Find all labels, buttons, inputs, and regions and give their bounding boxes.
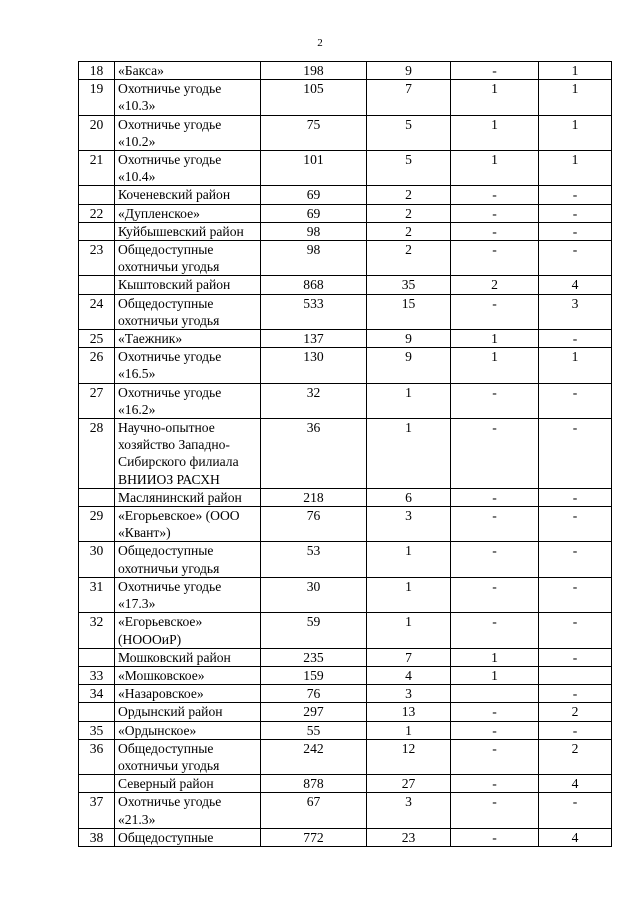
table-row [79, 383, 612, 418]
row-number-cell: 30 [79, 542, 115, 577]
ground-name-line: охотничьи угодья [118, 560, 220, 576]
value-cell-c3: - [451, 419, 539, 489]
ground-name-cell [115, 186, 261, 204]
table-row [79, 151, 612, 186]
value-cell-c3: 1 [451, 348, 539, 383]
district-row [79, 488, 612, 506]
row-number-cell [79, 276, 115, 294]
value-cell-c1: 76 [261, 507, 367, 542]
value-cell-c1: 105 [261, 80, 367, 115]
table-row [79, 204, 612, 222]
value-cell-c3: - [451, 62, 539, 80]
value-cell-c2: 9 [367, 62, 451, 80]
value-cell-c4: - [539, 613, 612, 648]
table-row [79, 294, 612, 329]
ground-name-line: (НОООиР) [118, 631, 182, 647]
ground-name-line: охотничьи угодья [118, 757, 220, 773]
ground-name-cell [115, 739, 261, 774]
ground-name-cell [115, 488, 261, 506]
row-number-cell: 23 [79, 241, 115, 276]
value-cell-c4: - [539, 685, 612, 703]
value-cell-c3: - [451, 703, 539, 721]
row-number-cell: 25 [79, 330, 115, 348]
ground-name-line: «16.2» [118, 401, 156, 417]
ground-name-line: «10.3» [118, 98, 156, 114]
value-cell-c1: 533 [261, 294, 367, 329]
ground-name-line: Сибирского филиала [118, 454, 239, 470]
table-row [79, 685, 612, 703]
ground-name-line: «Назаровское» [118, 686, 204, 702]
row-number-cell [79, 775, 115, 793]
value-cell-c2: 3 [367, 685, 451, 703]
value-cell-c2: 4 [367, 666, 451, 684]
value-cell-c3: - [451, 775, 539, 793]
table-row [79, 828, 612, 846]
row-number-cell: 36 [79, 739, 115, 774]
ground-name-line: Охотничье угодье [118, 152, 222, 168]
value-cell-c3: - [451, 739, 539, 774]
value-cell-c3: - [451, 721, 539, 739]
table-row [79, 419, 612, 489]
value-cell-c4 [539, 666, 612, 684]
table-row [79, 613, 612, 648]
ground-name-cell [115, 222, 261, 240]
value-cell-c2: 5 [367, 115, 451, 150]
value-cell-c3: - [451, 241, 539, 276]
ground-name-line: Охотничье угодье [118, 794, 222, 810]
value-cell-c1: 75 [261, 115, 367, 150]
ground-name-cell [115, 721, 261, 739]
ground-name-line: Общедоступные [118, 829, 214, 845]
value-cell-c2: 3 [367, 507, 451, 542]
value-cell-c1: 69 [261, 204, 367, 222]
value-cell-c1: 137 [261, 330, 367, 348]
ground-name-line: «Дупленское» [118, 205, 200, 221]
ground-name-cell [115, 62, 261, 80]
value-cell-c2: 2 [367, 204, 451, 222]
value-cell-c1: 235 [261, 648, 367, 666]
ground-name-line: Северный район [118, 776, 214, 792]
value-cell-c4: 2 [539, 739, 612, 774]
table-row [79, 348, 612, 383]
value-cell-c1: 772 [261, 828, 367, 846]
ground-name-cell [115, 204, 261, 222]
value-cell-c2: 1 [367, 613, 451, 648]
value-cell-c3 [451, 685, 539, 703]
ground-name-line: Научно-опытное [118, 420, 215, 436]
ground-name-line: Общедоступные [118, 740, 214, 756]
value-cell-c3: - [451, 507, 539, 542]
row-number-cell: 35 [79, 721, 115, 739]
value-cell-c2: 13 [367, 703, 451, 721]
value-cell-c3: 1 [451, 115, 539, 150]
value-cell-c3: - [451, 542, 539, 577]
row-number-cell: 29 [79, 507, 115, 542]
value-cell-c3: - [451, 793, 539, 828]
value-cell-c4: - [539, 793, 612, 828]
value-cell-c1: 32 [261, 383, 367, 418]
row-number-cell: 38 [79, 828, 115, 846]
table-row [79, 115, 612, 150]
value-cell-c4: 4 [539, 828, 612, 846]
district-row [79, 775, 612, 793]
value-cell-c1: 868 [261, 276, 367, 294]
ground-name-cell [115, 577, 261, 612]
value-cell-c2: 5 [367, 151, 451, 186]
row-number-cell: 24 [79, 294, 115, 329]
value-cell-c2: 35 [367, 276, 451, 294]
value-cell-c1: 76 [261, 685, 367, 703]
row-number-cell: 34 [79, 685, 115, 703]
ground-name-cell [115, 685, 261, 703]
table-row [79, 241, 612, 276]
ground-name-cell [115, 542, 261, 577]
ground-name-cell [115, 330, 261, 348]
value-cell-c1: 101 [261, 151, 367, 186]
value-cell-c1: 67 [261, 793, 367, 828]
table-body [79, 62, 612, 847]
value-cell-c4: 1 [539, 115, 612, 150]
ground-name-line: охотничьи угодья [118, 259, 220, 275]
table-row [79, 80, 612, 115]
value-cell-c4: 4 [539, 276, 612, 294]
district-row [79, 648, 612, 666]
value-cell-c3: - [451, 488, 539, 506]
row-number-cell: 26 [79, 348, 115, 383]
row-number-cell: 33 [79, 666, 115, 684]
ground-name-line: Мошковский район [118, 649, 231, 665]
table-row [79, 721, 612, 739]
value-cell-c4: 1 [539, 62, 612, 80]
ground-name-cell [115, 666, 261, 684]
value-cell-c3: 2 [451, 276, 539, 294]
value-cell-c2: 2 [367, 222, 451, 240]
value-cell-c2: 3 [367, 793, 451, 828]
ground-name-cell [115, 828, 261, 846]
value-cell-c1: 36 [261, 419, 367, 489]
value-cell-c3: - [451, 222, 539, 240]
district-row [79, 186, 612, 204]
ground-name-line: Охотничье угодье [118, 349, 222, 365]
value-cell-c4: 1 [539, 80, 612, 115]
value-cell-c1: 218 [261, 488, 367, 506]
district-row [79, 276, 612, 294]
value-cell-c2: 9 [367, 330, 451, 348]
value-cell-c4: - [539, 330, 612, 348]
value-cell-c4: - [539, 577, 612, 612]
value-cell-c1: 55 [261, 721, 367, 739]
value-cell-c4: - [539, 186, 612, 204]
value-cell-c2: 23 [367, 828, 451, 846]
table-row [79, 542, 612, 577]
value-cell-c3: 1 [451, 330, 539, 348]
ground-name-cell [115, 151, 261, 186]
ground-name-cell [115, 348, 261, 383]
ground-name-line: «17.3» [118, 596, 156, 612]
value-cell-c3: - [451, 613, 539, 648]
ground-name-cell [115, 703, 261, 721]
row-number-cell: 32 [79, 613, 115, 648]
ground-name-line: хозяйство Западно- [118, 437, 230, 453]
value-cell-c2: 12 [367, 739, 451, 774]
row-number-cell: 18 [79, 62, 115, 80]
ground-name-cell [115, 793, 261, 828]
ground-name-line: «Квант») [118, 525, 171, 541]
ground-name-line: «Бакса» [118, 63, 164, 78]
value-cell-c1: 130 [261, 348, 367, 383]
ground-name-line: «Таежник» [118, 331, 183, 347]
ground-name-line: Куйбышевский район [118, 223, 244, 239]
hunting-grounds-table [78, 61, 612, 847]
value-cell-c2: 9 [367, 348, 451, 383]
row-number-cell: 19 [79, 80, 115, 115]
page-number: 2 [317, 37, 323, 49]
ground-name-line: «10.2» [118, 133, 156, 149]
ground-name-line: Общедоступные [118, 242, 214, 258]
district-row [79, 222, 612, 240]
ground-name-line: Охотничье угодье [118, 384, 222, 400]
value-cell-c2: 2 [367, 186, 451, 204]
ground-name-line: «21.3» [118, 811, 156, 827]
value-cell-c4: 3 [539, 294, 612, 329]
ground-name-line: «Ордынское» [118, 722, 197, 738]
ground-name-cell [115, 775, 261, 793]
value-cell-c4: - [539, 648, 612, 666]
value-cell-c1: 242 [261, 739, 367, 774]
value-cell-c2: 1 [367, 542, 451, 577]
ground-name-cell [115, 80, 261, 115]
ground-name-line: Коченевский район [118, 187, 231, 203]
row-number-cell [79, 488, 115, 506]
value-cell-c4: - [539, 542, 612, 577]
value-cell-c3: 1 [451, 151, 539, 186]
ground-name-line: охотничьи угодья [118, 312, 220, 328]
value-cell-c2: 1 [367, 383, 451, 418]
district-row [79, 703, 612, 721]
value-cell-c4: - [539, 419, 612, 489]
value-cell-c4: - [539, 507, 612, 542]
row-number-cell [79, 186, 115, 204]
value-cell-c3: - [451, 577, 539, 612]
ground-name-cell [115, 507, 261, 542]
value-cell-c4: - [539, 222, 612, 240]
ground-name-line: «Егорьевское» (ООО [118, 508, 240, 524]
value-cell-c2: 7 [367, 648, 451, 666]
row-number-cell [79, 703, 115, 721]
value-cell-c3: - [451, 186, 539, 204]
ground-name-cell [115, 613, 261, 648]
value-cell-c1: 98 [261, 222, 367, 240]
table-row [79, 62, 612, 80]
ground-name-cell [115, 276, 261, 294]
value-cell-c2: 1 [367, 577, 451, 612]
value-cell-c2: 15 [367, 294, 451, 329]
ground-name-line: Общедоступные [118, 295, 214, 311]
table-row [79, 666, 612, 684]
value-cell-c1: 198 [261, 62, 367, 80]
ground-name-line: Охотничье угодье [118, 81, 222, 97]
row-number-cell: 28 [79, 419, 115, 489]
ground-name-line: «Мошковское» [118, 667, 205, 683]
ground-name-cell [115, 294, 261, 329]
ground-name-cell [115, 648, 261, 666]
row-number-cell [79, 648, 115, 666]
value-cell-c2: 1 [367, 721, 451, 739]
value-cell-c2: 7 [367, 80, 451, 115]
row-number-cell: 27 [79, 383, 115, 418]
value-cell-c3: - [451, 204, 539, 222]
ground-name-cell [115, 419, 261, 489]
value-cell-c3: 1 [451, 666, 539, 684]
ground-name-line: Маслянинский район [118, 489, 242, 505]
ground-name-line: «10.4» [118, 169, 156, 185]
ground-name-line: Охотничье угодье [118, 578, 222, 594]
ground-name-line: ВНИИОЗ РАСХН [118, 471, 220, 487]
value-cell-c4: - [539, 204, 612, 222]
value-cell-c4: 4 [539, 775, 612, 793]
row-number-cell: 22 [79, 204, 115, 222]
table-row [79, 507, 612, 542]
value-cell-c3: - [451, 828, 539, 846]
table-row [79, 793, 612, 828]
ground-name-line: «Егорьевское» [118, 614, 203, 630]
value-cell-c1: 159 [261, 666, 367, 684]
value-cell-c2: 2 [367, 241, 451, 276]
value-cell-c3: 1 [451, 648, 539, 666]
ground-name-line: Ордынский район [118, 704, 223, 720]
value-cell-c4: 2 [539, 703, 612, 721]
value-cell-c4: - [539, 488, 612, 506]
table-row [79, 577, 612, 612]
table-row [79, 330, 612, 348]
value-cell-c1: 53 [261, 542, 367, 577]
value-cell-c3: 1 [451, 80, 539, 115]
row-number-cell: 21 [79, 151, 115, 186]
value-cell-c3: - [451, 294, 539, 329]
ground-name-cell [115, 241, 261, 276]
ground-name-cell [115, 383, 261, 418]
row-number-cell: 20 [79, 115, 115, 150]
ground-name-line: Общедоступные [118, 543, 214, 559]
value-cell-c2: 6 [367, 488, 451, 506]
value-cell-c1: 30 [261, 577, 367, 612]
value-cell-c4: - [539, 383, 612, 418]
value-cell-c2: 1 [367, 419, 451, 489]
row-number-cell [79, 222, 115, 240]
value-cell-c2: 27 [367, 775, 451, 793]
ground-name-line: «16.5» [118, 366, 156, 382]
row-number-cell: 31 [79, 577, 115, 612]
row-number-cell: 37 [79, 793, 115, 828]
value-cell-c1: 297 [261, 703, 367, 721]
value-cell-c4: 1 [539, 151, 612, 186]
value-cell-c1: 98 [261, 241, 367, 276]
value-cell-c3: - [451, 383, 539, 418]
value-cell-c1: 878 [261, 775, 367, 793]
value-cell-c1: 69 [261, 186, 367, 204]
ground-name-cell [115, 115, 261, 150]
ground-name-line: Охотничье угодье [118, 116, 222, 132]
value-cell-c4: 1 [539, 348, 612, 383]
value-cell-c4: - [539, 241, 612, 276]
value-cell-c4: - [539, 721, 612, 739]
value-cell-c1: 59 [261, 613, 367, 648]
table-row [79, 739, 612, 774]
ground-name-line: Кыштовский район [118, 277, 231, 293]
